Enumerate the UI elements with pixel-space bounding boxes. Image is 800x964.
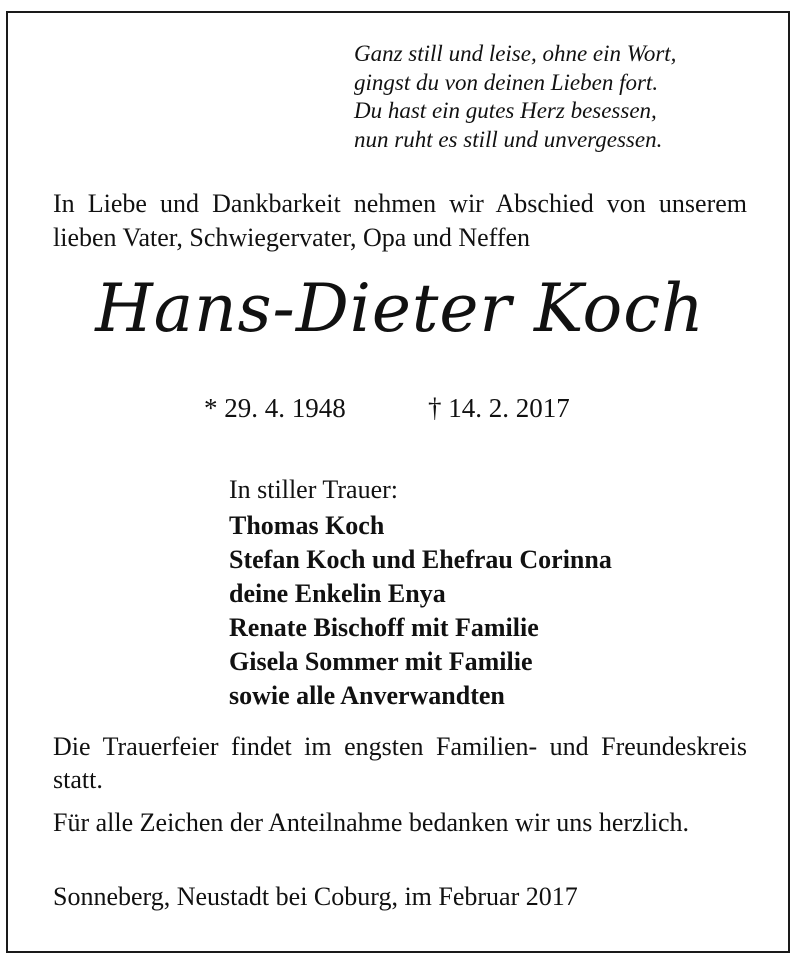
birth-date: * 29. 4. 1948 [204,393,346,423]
poem-line: gingst du von deinen Lieben fort. [354,69,659,95]
mourner-name: deine Enkelin Enya [229,579,446,608]
mourner-name: Renate Bischoff mit Familie [229,613,539,642]
mourners-list [229,509,612,713]
farewell-intro: In Liebe und Dankbarkeit nehmen wir Abschied von unserem lieben Vater, Schwiegervater, Opa und Neffen [53,189,747,252]
deceased-name: Hans-Dieter Koch [95,270,705,347]
mourner-name: Thomas Koch [229,511,385,540]
memorial-poem [354,40,676,154]
mourner-name: Stefan Koch und Ehefrau Corinna [229,545,612,574]
poem-line: Du hast ein gutes Herz besessen, [354,98,657,123]
mourning-label: In stiller Trauer: [229,475,398,504]
thanks-note: Für alle Zeichen der Anteilnahme bedanken wir uns herzlich. [53,808,690,837]
poem-line: nun ruht es still und unvergessen. [354,126,663,152]
mourner-name: Gisela Sommer mit Familie [229,647,533,676]
poem-line: Ganz still und leise, ohne ein Wort, [354,41,677,66]
place-date: Sonneberg, Neustadt bei Coburg, im Februar 2017 [53,882,578,911]
death-date: † 14. 2. 2017 [428,393,570,423]
funeral-note: Die Trauerfeier findet im engsten Familien- und Freundeskreis statt. [53,732,747,794]
mourner-name: sowie alle Anverwandten [229,681,505,710]
